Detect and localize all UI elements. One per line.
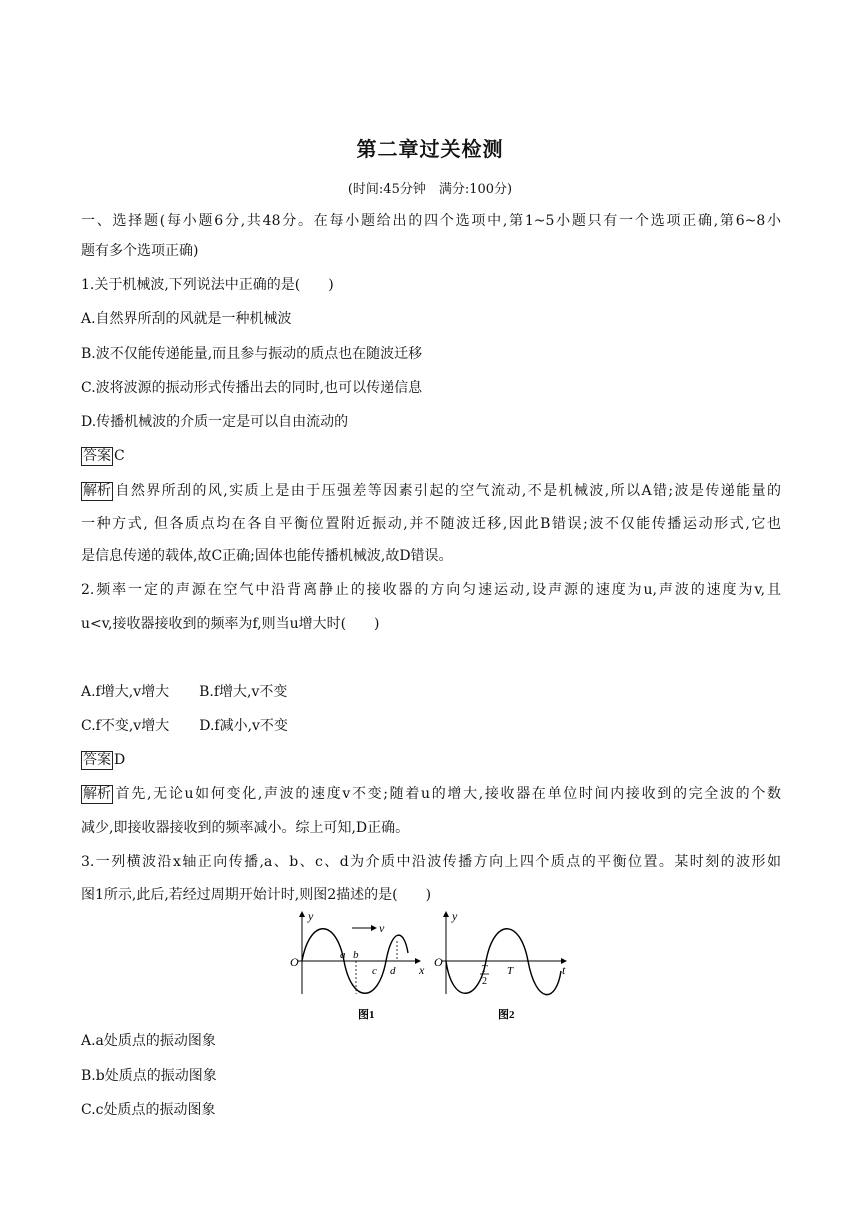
q1-option-b: B.波不仅能传递能量,而且参与振动的质点也在随波迁移 bbox=[81, 346, 423, 362]
q1-analysis-line2: 一种方式, 但各质点均在各自平衡位置附近振动,并不随波迁移,因此B错误;波不仅能传播运动形式,它也 bbox=[81, 516, 781, 532]
q2-analysis-line2: 减少,即接收器接收到的频率减小。综上可知,D正确。 bbox=[81, 820, 410, 836]
answer-value: C bbox=[114, 448, 125, 464]
q3-option-a: A.a处质点的振动图象 bbox=[81, 1033, 216, 1049]
half-period-denominator: 2 bbox=[482, 976, 487, 987]
section-heading-line1: 一、选择题(每小题6分,共48分。在每小题给出的四个选项中,第1~5小题只有一个选项正确,第6~8小 bbox=[81, 213, 781, 229]
q2-stem-line2: u<v,接收器接收到的频率为f,则当u增大时( ) bbox=[81, 616, 380, 632]
q1-option-d: D.传播机械波的介质一定是可以自由流动的 bbox=[81, 414, 349, 430]
analysis-text: 自然界所刮的风,实质上是由于压强差等因素引起的空气流动,不是机械波,所以A错;波是传递能量的 bbox=[114, 483, 781, 499]
section-heading-line2: 题有多个选项正确) bbox=[81, 243, 199, 259]
figure-1 bbox=[290, 909, 425, 1021]
wave-figure bbox=[280, 908, 580, 1024]
figure-2 bbox=[434, 909, 566, 1021]
point-d-label: d bbox=[390, 965, 396, 977]
q2-options-row2 bbox=[81, 716, 781, 736]
q2-option-d: D.f减小,v不变 bbox=[199, 718, 288, 734]
point-c-label: c bbox=[372, 965, 377, 977]
q1-stem: 1.关于机械波,下列说法中正确的是( ) bbox=[81, 277, 334, 293]
period-label: T bbox=[507, 965, 514, 977]
fig2-origin-label: O bbox=[434, 955, 443, 969]
q2-options-row1 bbox=[81, 682, 781, 702]
analysis-text: 首先,无论u如何变化,声波的速度v不变;随着u的增大,接收器在单位时间内接收到的完全波的个数 bbox=[114, 786, 781, 802]
q1-analysis-line3: 是信息传递的载体,故C正确;固体也能传播机械波,故D错误。 bbox=[81, 548, 453, 564]
q3-option-b: B.b处质点的振动图象 bbox=[81, 1068, 217, 1084]
fig2-caption: 图2 bbox=[498, 1009, 515, 1021]
velocity-label: v bbox=[379, 921, 385, 935]
exam-info: (时间:45分钟 满分:100分) bbox=[347, 182, 513, 197]
point-a-label: a bbox=[340, 949, 346, 961]
answer-label: 答案 bbox=[83, 448, 111, 464]
q3-stem-line1: 3.一列横波沿x轴正向传播,a、b、c、d为介质中沿波传播方向上四个质点的平衡位置。某时刻的波形如 bbox=[81, 854, 781, 870]
analysis-label: 解析 bbox=[83, 483, 111, 499]
fig1-origin-label: O bbox=[290, 955, 299, 969]
q2-answer bbox=[81, 750, 781, 770]
fig1-caption: 图1 bbox=[358, 1009, 375, 1021]
q1-option-a: A.自然界所刮的风就是一种机械波 bbox=[81, 311, 292, 327]
answer-value: D bbox=[114, 752, 126, 768]
fig2-t-label: t bbox=[562, 963, 566, 977]
q1-option-c: C.波将波源的振动形式传播出去的同时,也可以传递信息 bbox=[81, 380, 423, 396]
half-period-numerator: T bbox=[481, 963, 488, 975]
q1-analysis-line1 bbox=[81, 481, 781, 501]
fig1-y-label: y bbox=[308, 909, 314, 923]
page-title: 第二章过关检测 bbox=[356, 137, 504, 161]
analysis-label: 解析 bbox=[83, 786, 111, 802]
point-b-label: b bbox=[353, 949, 359, 961]
fig2-waveform bbox=[446, 929, 561, 995]
fig2-y-label: y bbox=[452, 909, 458, 923]
answer-label: 答案 bbox=[83, 752, 111, 768]
q1-answer bbox=[81, 446, 781, 466]
q2-stem-line1: 2.频率一定的声源在空气中沿背离静止的接收器的方向匀速运动,设声源的速度为u,声波的速度为v,且 bbox=[81, 582, 781, 598]
q3-stem-line2: 图1所示,此后,若经过周期开始计时,则图2描述的是( ) bbox=[81, 887, 432, 903]
q2-option-b: B.f增大,v不变 bbox=[199, 684, 288, 700]
fig1-x-label: x bbox=[419, 963, 425, 977]
q3-option-c: C.c处质点的振动图象 bbox=[81, 1102, 216, 1118]
q2-option-a: A.f增大,v增大 bbox=[81, 684, 170, 700]
q2-analysis-line1 bbox=[81, 784, 781, 804]
q2-option-c: C.f不变,v增大 bbox=[81, 718, 170, 734]
